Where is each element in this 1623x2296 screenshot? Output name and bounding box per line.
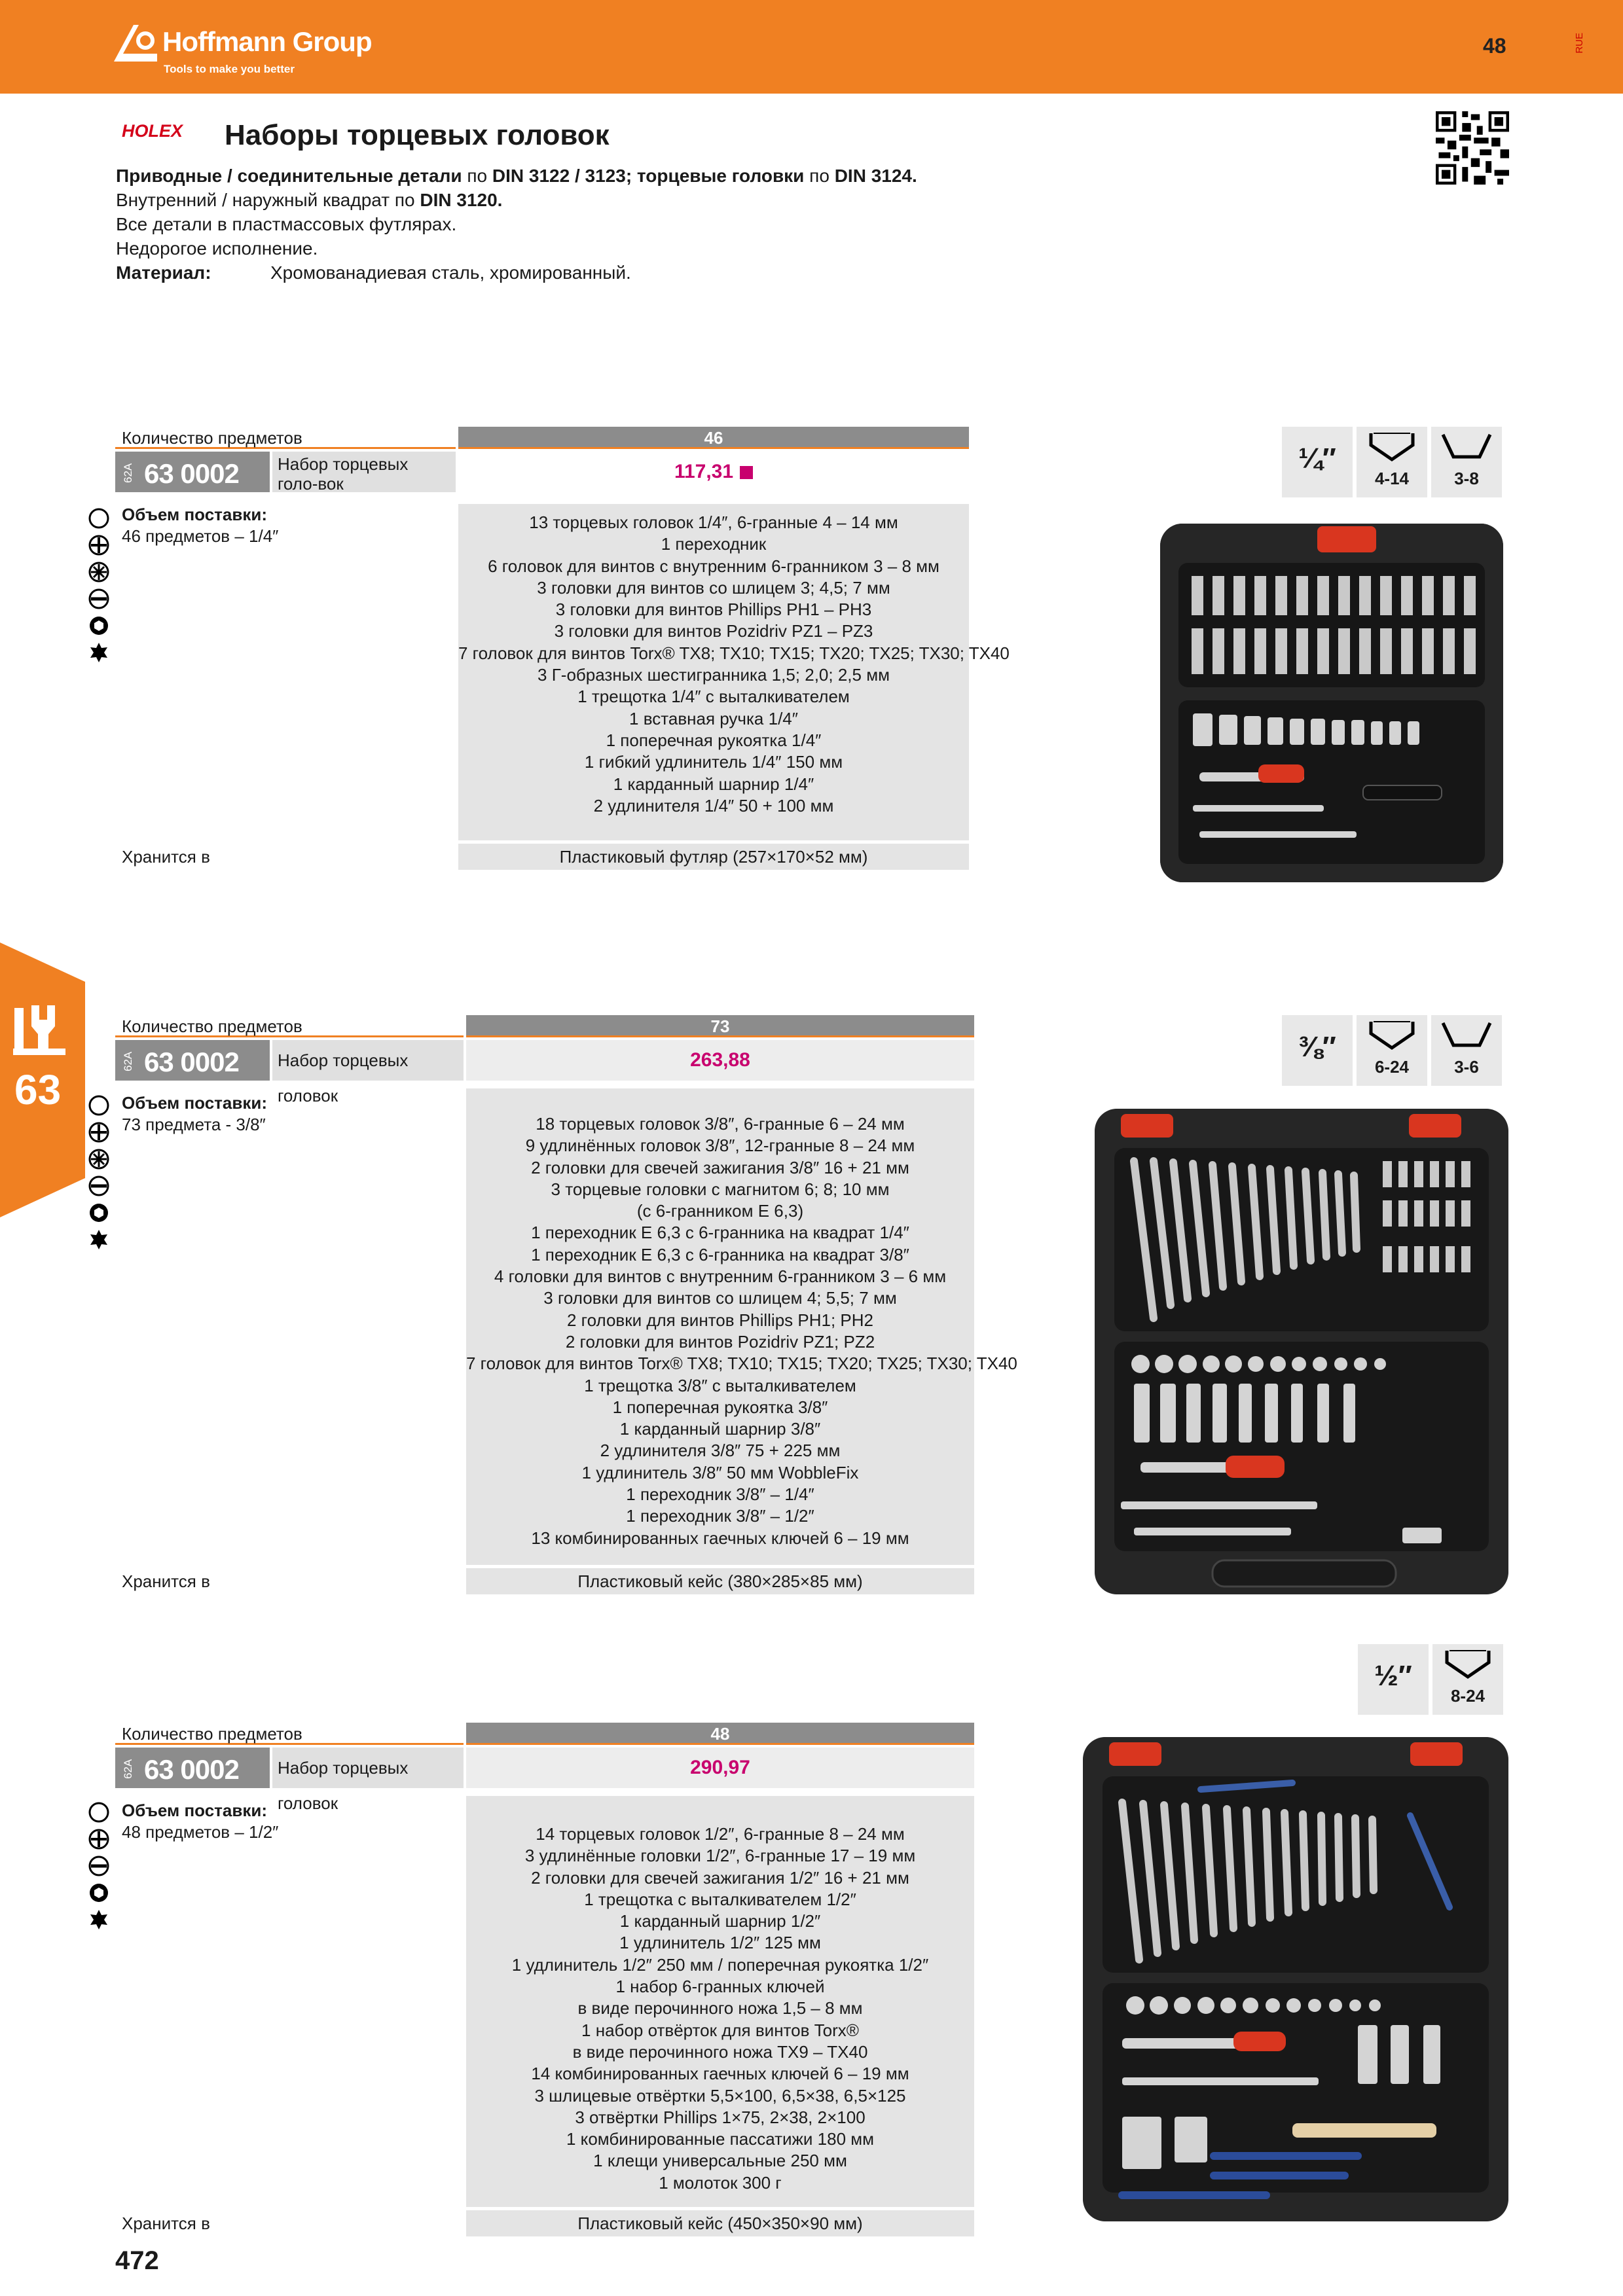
contents-item: 2 удлинителя 3/8″ 75 + 225 мм (600, 1441, 841, 1461)
stored-label: Хранится в (122, 847, 210, 867)
contents-item: 1 переходник 3/8″ – 1/4″ (626, 1484, 814, 1505)
contents-item: 3 отвёртки Phillips 1×75, 2×38, 2×100 (575, 2107, 866, 2127)
qty-label: Количество предметов (115, 1015, 464, 1037)
contents-item: 4 головки для винтов с внутренним 6-гранником 3 – 6 мм (494, 1266, 947, 1287)
contents-item: 3 головки для винтов Phillips PH1 – PH3 (555, 600, 872, 620)
contents-item: 3 шлицевые отвёртки 5,5×100, 6,5×38, 6,5×125 (534, 2085, 906, 2106)
section-tab[interactable] (0, 942, 85, 1217)
contents-list (466, 1088, 1017, 1565)
scope-label: Объем поставки: 73 предмета - 3/8″ (122, 1093, 268, 1134)
contents-item: 1 гибкий удлинитель 1/4″ 150 мм (584, 752, 843, 772)
article-number-cell[interactable]: 62A 63 0002 (115, 452, 270, 492)
holex-logo (118, 116, 203, 145)
contents-item: 1 поперечная рукоятка 3/8″ (612, 1397, 828, 1417)
brand-tagline: Tools to make you better (164, 63, 295, 75)
contents-item: 1 карданный шарнир 1/4″ (613, 774, 814, 794)
stored-label: Хранится в (122, 1571, 210, 1591)
socket-size-box: 6-24 (1357, 1015, 1427, 1086)
contents-item: 6 головок для винтов с внутренним 6-гранником 3 – 8 мм (488, 556, 939, 576)
product-photo-2[interactable] (1095, 1109, 1508, 1594)
price[interactable]: 117,31 (458, 452, 969, 492)
contents-item: 3 головки для винтов со шлицем 3; 4,5; 7 мм (537, 577, 890, 598)
contents-item: 1 клещи универсальные 250 мм (593, 2151, 847, 2171)
material-label: Материал: (116, 262, 211, 283)
socket-size-box: 4-14 (1357, 427, 1427, 497)
contents-item: 3 удлинённые головки 1/2″, 6-гранные 17 – 19 мм (524, 1846, 916, 1866)
contents-item: 2 головки для свечей зажигания 3/8″ 16 + 21 мм (531, 1157, 909, 1177)
article-number: 63 0002 (144, 1047, 239, 1077)
qty-value: 48 (466, 1723, 974, 1745)
pozidriv-icon (88, 1148, 110, 1170)
contents-item: 1 комбинированные пассатижи 180 мм (566, 2129, 875, 2149)
contents-item: 2 головки для винтов Pozidriv PZ1; PZ2 (565, 1331, 875, 1352)
contents-item: 1 набор 6-гранных ключей (615, 1977, 825, 1997)
page-header (0, 0, 1623, 94)
contents-item: 3 головки для винтов Pozidriv PZ1 – PZ3 (554, 621, 873, 641)
tool-type-icons-3 (88, 1801, 113, 1935)
section-number: 63 (14, 1066, 62, 1113)
contents-item: 1 переходник E 6,3 с 6-гранника на квадрат 3/8″ (531, 1244, 909, 1265)
section-page-number: 48 (1483, 34, 1506, 58)
product-photo-3[interactable] (1083, 1737, 1508, 2221)
bit-size-box: 3-8 (1431, 427, 1502, 497)
socket-shape-icon (1366, 431, 1418, 465)
slotted-icon (88, 1175, 110, 1197)
contents-item: 14 торцевых головок 1/2″, 6-гранные 8 – 24 мм (536, 1824, 905, 1844)
tool-type-icons-1 (88, 507, 113, 668)
contents-item: 1 удлинитель 1/2″ 250 мм / поперечная рукоятка 1/2″ (511, 1954, 929, 1975)
contents-item: 1 вставная ручка 1/4″ (629, 708, 798, 728)
qty-value: 73 (466, 1015, 974, 1037)
contents-item: 1 карданный шарнир 1/2″ (619, 1911, 821, 1931)
socket-shape-icon (1442, 1648, 1494, 1682)
contents-item: 2 головки для винтов Phillips PH1; PH2 (567, 1310, 873, 1330)
product-table-1 (115, 427, 1010, 882)
drive-size-box: ½″ (1358, 1644, 1429, 1715)
contents-item: 18 торцевых головок 3/8″, 6-гранные 6 – 24 мм (536, 1114, 905, 1134)
contents-item: 2 головки для свечей зажигания 1/2″ 16 + 21 мм (531, 1867, 909, 1888)
socket-set-case-2-icon (1095, 1109, 1508, 1594)
article-name: Набор торцевых головок (272, 1040, 464, 1081)
drive-size-box: ⅜″ (1282, 1015, 1353, 1086)
contents-item: в виде перочинного ножа 1,5 – 8 мм (577, 1998, 863, 2018)
contents-item: 1 трещотка с выталкивателем 1/2″ (584, 1889, 856, 1909)
hoffmann-logo-icon (111, 21, 160, 64)
contents-item: 1 молоток 300 г (659, 2172, 782, 2193)
slotted-icon (88, 588, 110, 610)
product-photo-1[interactable] (1160, 524, 1503, 882)
contents-item: 1 набор отвёрток для винтов Torx® (581, 2020, 859, 2040)
qr-code-icon[interactable] (1436, 111, 1509, 185)
tool-type-icons-2 (88, 1094, 113, 1255)
contents-item: 7 головок для винтов Torx® TX8; TX10; TX15; TX20; TX25; TX30; TX40 (458, 643, 1010, 663)
product-table-3 (115, 1723, 974, 2240)
contents-item: 3 Г-образных шестигранника 1,5; 2,0; 2,5 мм (538, 665, 890, 685)
article-number: 63 0002 (144, 458, 239, 489)
contents-item: 2 удлинителя 1/4″ 50 + 100 мм (593, 795, 834, 816)
phillips-icon (88, 1121, 110, 1143)
price[interactable]: 290,97 (466, 1748, 974, 1788)
contents-list (466, 1796, 974, 2207)
torx-icon (88, 641, 110, 664)
page-title: Наборы торцевых головок (225, 119, 610, 151)
contents-item: (с 6-гранником E 6,3) (636, 1201, 804, 1221)
torx-icon (88, 1909, 110, 1931)
scope-label: Объем поставки: 48 предметов – 1/2″ (122, 1801, 279, 1842)
hex-socket-icon (88, 1801, 110, 1823)
contents-item: 3 головки для винтов со шлицем 4; 5,5; 7 мм (543, 1288, 897, 1308)
socket-set-case-3-icon (1083, 1737, 1508, 2221)
contents-list (458, 504, 1010, 840)
contents-item: 3 торцевые головки с магнитом 6; 8; 10 мм (551, 1179, 890, 1199)
hex-key-icon (88, 1202, 110, 1224)
contents-item: 1 поперечная рукоятка 1/4″ (606, 730, 822, 750)
hex-socket-icon (88, 1094, 110, 1117)
hex-key-icon (88, 1882, 110, 1904)
contents-item: 1 переходник E 6,3 с 6-гранника на квадрат 1/4″ (531, 1223, 909, 1243)
bit-shape-icon (1440, 431, 1493, 465)
stored-value: Пластиковый футляр (257×170×52 мм) (458, 844, 969, 870)
contents-item: 9 удлинённых головок 3/8″, 12-гранные 8 – 24 мм (525, 1136, 915, 1156)
qty-label: Количество предметов (115, 1723, 464, 1745)
socket-set-case-1-icon (1160, 524, 1503, 882)
socket-shape-icon (1366, 1019, 1418, 1053)
contents-item: 1 карданный шарнир 3/8″ (619, 1419, 821, 1439)
stored-label: Хранится в (122, 2214, 210, 2233)
contents-item: 1 переходник 3/8″ – 1/2″ (626, 1506, 814, 1526)
holex-logo-text: HOLEX (122, 121, 183, 141)
phillips-icon (88, 1828, 110, 1850)
scope-label: Объем поставки: 46 предметов – 1/4″ (122, 505, 279, 546)
slotted-icon (88, 1855, 110, 1877)
drive-size-box: ¼″ (1282, 427, 1353, 497)
language-code: RUE (1574, 33, 1585, 54)
price-marker-icon (740, 466, 753, 479)
contents-item: 1 удлинитель 1/2″ 125 мм (619, 1933, 821, 1953)
qty-label: Количество предметов (115, 427, 456, 449)
brand-name: Hoffmann Group (162, 26, 372, 57)
product-description: Приводные / соединительные детали по DIN 3122 / 3123; торцевые головки по DIN 3124. Внутренний / наружный квадрат по DIN 3120. Все детали в пластмассовых футлярах. Недорогое исполнение. Материал: Хромованадиевая сталь, хромированный. (116, 164, 917, 285)
hex-key-icon (88, 615, 110, 637)
phillips-icon (88, 534, 110, 556)
article-name: Набор торцевых головок (272, 1748, 464, 1788)
contents-item: 14 комбинированных гаечных ключей 6 – 19 мм (531, 2064, 909, 2084)
torx-icon (88, 1229, 110, 1251)
hex-socket-icon (88, 507, 110, 529)
article-number: 63 0002 (144, 1754, 239, 1785)
bit-shape-icon (1440, 1019, 1493, 1053)
price[interactable]: 263,88 (466, 1040, 974, 1081)
pozidriv-icon (88, 561, 110, 583)
article-name: Набор торцевых голо-вок (272, 452, 456, 492)
qty-value: 46 (458, 427, 969, 449)
socket-size-box: 8-24 (1432, 1644, 1503, 1715)
contents-item: 7 головок для винтов Torx® TX8; TX10; TX15; TX20; TX25; TX30; TX40 (466, 1354, 1017, 1374)
material-value: Хромованадиевая сталь, хромированный. (270, 262, 631, 283)
bit-size-box: 3-6 (1431, 1015, 1502, 1086)
stored-value: Пластиковый кейс (450×350×90 мм) (466, 2210, 974, 2236)
contents-item: 1 трещотка 3/8″ с выталкивателем (584, 1375, 856, 1395)
contents-item: 1 удлинитель 3/8″ 50 мм WobbleFix (581, 1462, 859, 1482)
product-table-2 (115, 1015, 1017, 1598)
page-number: 472 (115, 2246, 159, 2275)
contents-item: 13 комбинированных гаечных ключей 6 – 19 мм (531, 1528, 909, 1548)
contents-item: 1 трещотка 1/4″ с выталкивателем (577, 687, 850, 707)
article-number-cell[interactable]: 62A 63 0002 (115, 1040, 270, 1081)
contents-item: 13 торцевых головок 1/4″, 6-гранные 4 – 14 мм (529, 512, 898, 532)
article-number-cell[interactable]: 62A 63 0002 (115, 1748, 270, 1788)
stored-value: Пластиковый кейс (380×285×85 мм) (466, 1568, 974, 1594)
contents-item: 1 переходник (661, 534, 767, 554)
contents-item: в виде перочинного ножа TX9 – TX40 (572, 2041, 868, 2062)
